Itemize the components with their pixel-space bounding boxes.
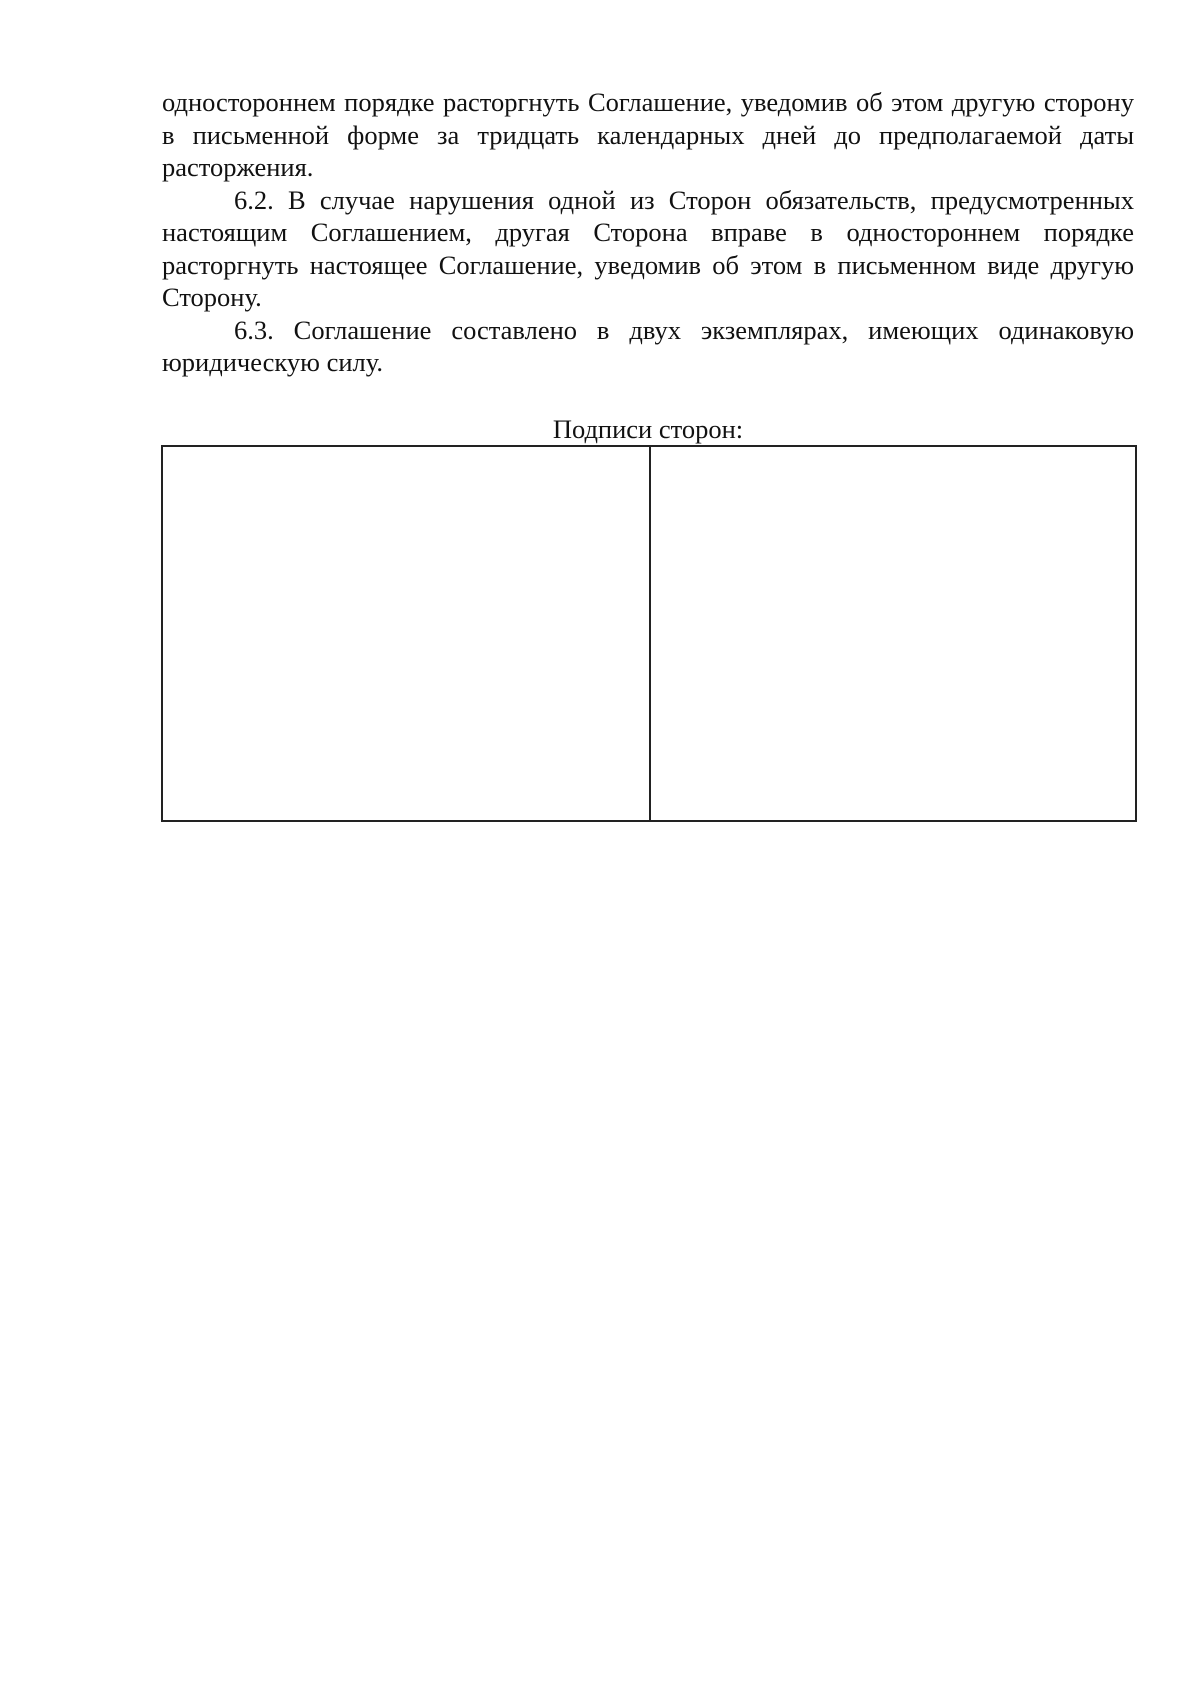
signature-cell-left xyxy=(163,447,651,822)
signature-line-right xyxy=(651,820,1137,822)
paragraph-6-3: 6.3. Соглашение составлено в двух экземплярах, имеющих одинаковую юридическую силу. xyxy=(162,314,1134,377)
paragraph-continuation: одностороннем порядке расторгнуть Соглашение, уведомив об этом другую сторону в письменной форме за тридцать календарных дней до предполагаемой даты расторжения. xyxy=(162,87,1134,182)
paragraph-6-2: 6.2. В случае нарушения одной из Сторон обязательств, предусмотренных настоящим Соглашением, другая Сторона вправе в одностороннем порядке расторгнуть настоящее Соглашение, уведомив об этом в письменном виде другую Сторону. xyxy=(162,184,1134,312)
signature-cell-right xyxy=(651,447,1135,822)
signature-line-left xyxy=(161,820,651,822)
signatures-table xyxy=(161,445,1137,822)
signatures-heading: Подписи сторон: xyxy=(552,414,744,444)
document-body xyxy=(162,86,1134,379)
